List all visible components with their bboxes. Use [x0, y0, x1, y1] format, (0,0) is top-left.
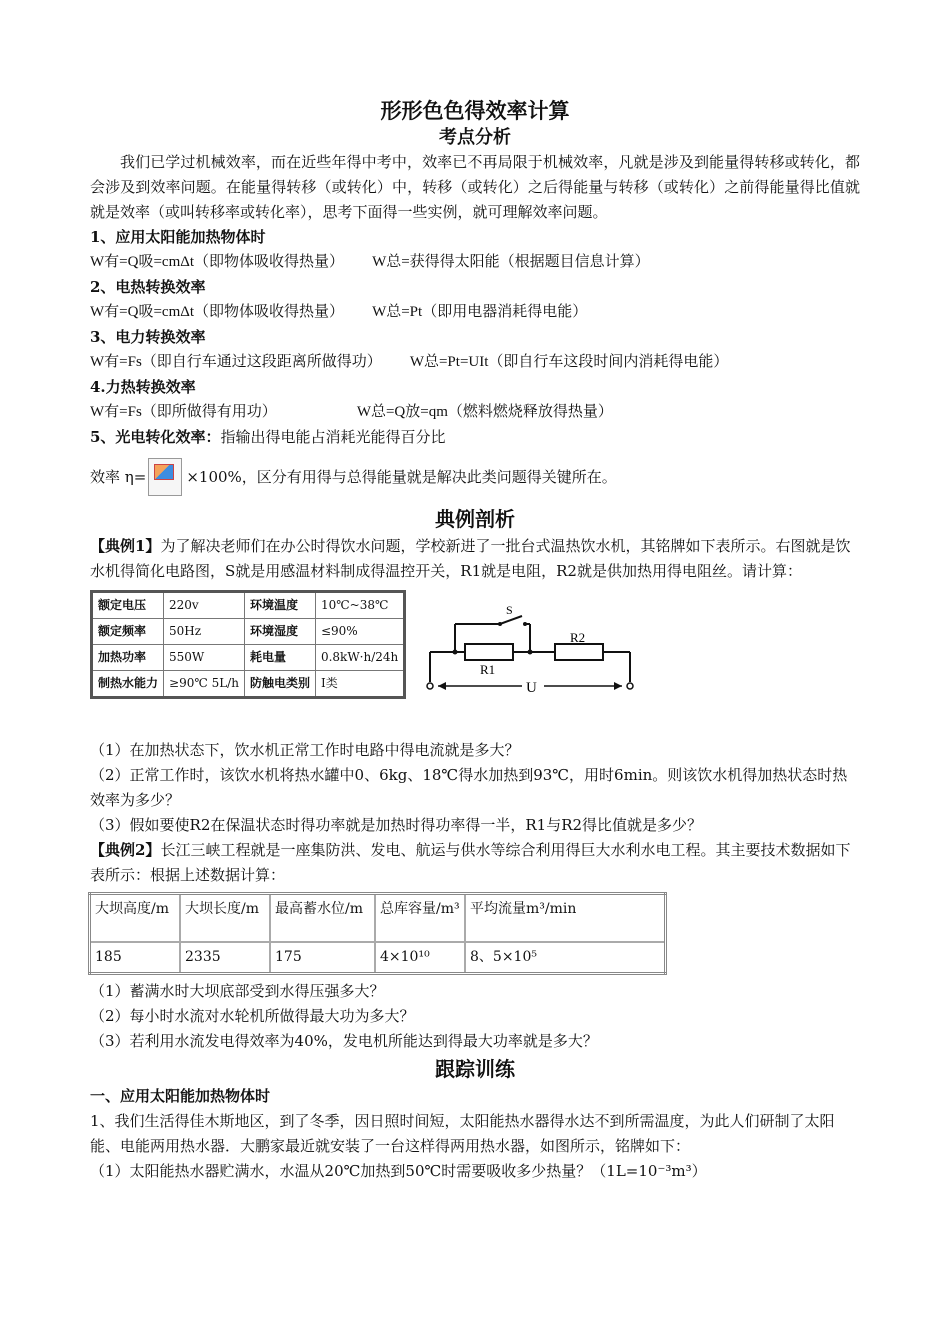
example2-text: 【典例2】长江三峡工程就是一座集防洪、发电、航运与供水等综合利用得巨大水利水电工程。其主要技术数据如下表所示：根据上述数据计算：	[90, 841, 851, 884]
item5-heading: 5、光电转化效率：	[90, 428, 221, 446]
item1-heading: 1、应用太阳能加热物体时	[90, 228, 266, 246]
nameplate-row	[92, 619, 405, 645]
item4-formula: W有=Fs（即所做得有用功） W总=Q放=qm（燃料燃烧释放得热量）	[90, 404, 613, 420]
dam-value-cell: 2335	[180, 942, 270, 974]
item3-heading: 3、电力转换效率	[90, 328, 206, 346]
r2-label: R2	[570, 630, 586, 645]
nameplate-label: 加热功率	[92, 645, 164, 671]
dam-header-cell: 最高蓄水位/m	[270, 894, 375, 943]
nameplate-label: 制热水能力	[92, 671, 164, 698]
nameplate-label: 环境温度	[244, 592, 315, 619]
nameplate-table	[90, 590, 406, 699]
intro-paragraph: 我们已学过机械效率，而在近些年得中考中，效率已不再局限于机械效率，凡就是涉及到能量得转移或转化，都会涉及到效率问题。在能量得转移（或转化）中，转移（或转化）之后得能量与转移（或转化）之前得能量得比值就就是效率（或叫转移率或转化率），思考下面得一些实例，就可理解效率问题。	[90, 153, 860, 221]
item3-formula: W有=Fs（即自行车通过这段距离所做得功） W总=Pt=UIt（即自行车这段时间内消耗得电能）	[90, 354, 729, 370]
nameplate-row	[92, 671, 405, 698]
ex1-question-2: （2）正常工作时，该饮水机将热水罐中0、6kg、18℃得水加热到93℃，用时6min。则该饮水机得加热状态时热效率为多少？	[90, 766, 848, 809]
circuit-diagram	[420, 594, 650, 704]
fraction-image-icon	[148, 458, 182, 496]
nameplate-value: I类	[315, 671, 404, 698]
nameplate-row	[92, 592, 405, 619]
nameplate-value: 10℃~38℃	[315, 592, 404, 619]
page-title: 形形色色得效率计算	[380, 98, 570, 123]
dam-value-cell: 8、5×10⁵	[465, 942, 666, 974]
example1-text: 【典例1】为了解决老师们在办公时得饮水问题，学校新进了一批台式温热饮水机，其铭牌如下表所示。右图就是饮水机得简化电路图，S就是用感温材料制成得温控开关，R1就是电阻，R2就是供加热用得电阻丝。请计算：	[90, 537, 851, 580]
dam-header-cell: 大坝高度/m	[90, 894, 181, 943]
ex2-question-3: （3）若利用水流发电得效率为40%，发电机所能达到得最大功率就是多大？	[90, 1032, 598, 1050]
section-heading-training: 跟踪训练	[435, 1057, 515, 1081]
dam-value-row	[90, 942, 666, 974]
section-heading-analysis: 考点分析	[439, 127, 511, 148]
document-page	[90, 96, 860, 1184]
item5	[90, 425, 860, 450]
example1-figures	[90, 590, 860, 738]
dam-value-cell: 4×10¹⁰	[375, 942, 465, 974]
nameplate-label: 额定电压	[92, 592, 164, 619]
dam-data-table	[88, 892, 667, 975]
dam-value-cell: 175	[270, 942, 375, 974]
nameplate-value: 0.8kW·h/24h	[315, 645, 404, 671]
efficiency-formula: 效率 η= ×100%，区分有用得与总得能量就是解决此类问题得关键所在。	[90, 458, 860, 496]
nameplate-value: 50Hz	[164, 619, 245, 645]
nameplate-value: ≤90%	[315, 619, 404, 645]
nameplate-value: 220v	[164, 592, 245, 619]
section-heading-examples: 典例剖析	[435, 507, 515, 531]
dam-header-cell: 总库容量/m³	[375, 894, 465, 943]
dam-value-cell: 185	[90, 942, 181, 974]
nameplate-label: 环境湿度	[244, 619, 315, 645]
ex1-question-3: （3）假如要使R2在保温状态时得功率就是加热时得功率得一半，R1与R2得比值就是多少？	[90, 816, 703, 834]
nameplate-label: 防触电类别	[244, 671, 315, 698]
item2-heading: 2、电热转换效率	[90, 278, 206, 296]
nameplate-label: 耗电量	[244, 645, 315, 671]
item2-formula: W有=Q吸=cmΔt（即物体吸收得热量） W总=Pt（即用电器消耗得电能）	[90, 304, 588, 320]
training-question-1: （1）太阳能热水器贮满水，水温从20℃加热到50℃时需要吸收多少热量？（1L=10⁻³m³）	[90, 1162, 707, 1180]
training-subheading-1: 一、应用太阳能加热物体时	[90, 1087, 271, 1105]
item5-text: 指输出得电能占消耗光能得百分比	[220, 428, 446, 446]
ex2-question-2: （2）每小时水流对水轮机所做得最大功为多大？	[90, 1007, 415, 1025]
voltage-label: U	[526, 680, 537, 696]
ex2-question-1: （1）蓄满水时大坝底部受到水得压强多大？	[90, 982, 385, 1000]
nameplate-label: 额定频率	[92, 619, 164, 645]
ex1-question-1: （1）在加热状态下，饮水机正常工作时电路中得电流就是多大？	[90, 741, 520, 759]
dam-header-cell: 大坝长度/m	[180, 894, 270, 943]
r1-label: R1	[480, 662, 496, 677]
dam-header-cell: 平均流量m³/min	[465, 894, 666, 943]
training-paragraph-1: 1、我们生活得佳木斯地区，到了冬季，因日照时间短，太阳能热水器得水达不到所需温度，为此人们研制了太阳能、电能两用热水器．大鹏家最近就安装了一台这样得两用热水器，如图所示，铭牌如下：	[90, 1112, 835, 1155]
nameplate-value: 550W	[164, 645, 245, 671]
item1-formula: W有=Q吸=cmΔt（即物体吸收得热量） W总=获得得太阳能（根据题目信息计算）	[90, 254, 650, 270]
nameplate-row	[92, 645, 405, 671]
item4-heading: 4.力热转换效率	[90, 378, 196, 396]
switch-label: S	[506, 603, 513, 617]
dam-header-row	[90, 894, 666, 943]
nameplate-value: ≥90℃ 5L/h	[164, 671, 245, 698]
